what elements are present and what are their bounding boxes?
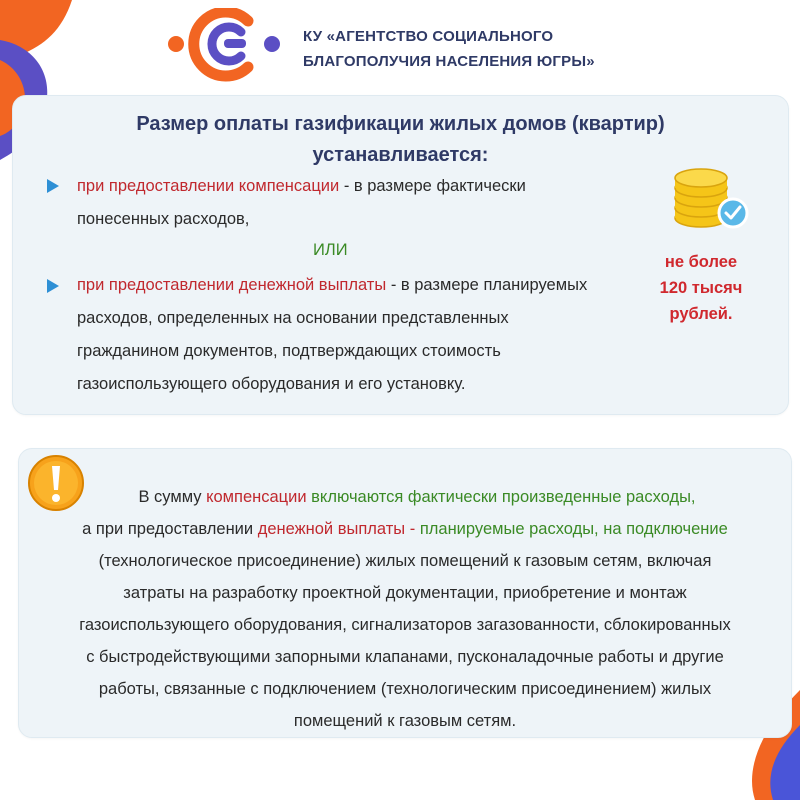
bullet2-prefix: при xyxy=(77,276,109,294)
limit-amount xyxy=(641,249,761,327)
bullet2-rest: - в размере планируемых xyxy=(386,276,588,294)
para-l5: газоиспользующего оборудования, сигнализаторов загазованности, сблокированных xyxy=(79,616,731,634)
header xyxy=(168,8,628,84)
limit-line-3: рублей. xyxy=(669,305,733,323)
para-l2c: - xyxy=(405,520,420,538)
para-l6: с быстродействующими запорными клапанами, пусконаладочные работы и другие xyxy=(86,648,724,666)
limit-line-1: не более xyxy=(664,253,738,271)
bullet1-prefix: при xyxy=(77,177,109,195)
expenses-paragraph xyxy=(19,481,791,737)
para-l1b: компенсации xyxy=(206,488,307,506)
para-l2d: планируемые расходы, на подключение xyxy=(419,520,728,538)
organization-name xyxy=(303,24,595,74)
title-line-2: устанавливается: xyxy=(312,144,489,166)
title-line-1: Размер оплаты газификации жилых домов (квартир) xyxy=(136,113,665,135)
para-l1a: В сумму xyxy=(138,488,207,506)
included-expenses-card xyxy=(18,448,792,738)
bullet2-line-4: газоиспользующего оборудования и его установку. xyxy=(77,375,466,393)
bullet1-rest: - в размере фактически xyxy=(339,177,526,195)
triangle-bullet-icon xyxy=(47,279,59,293)
org-line-2: БЛАГОПОЛУЧИЯ НАСЕЛЕНИЯ ЮГРЫ» xyxy=(303,53,595,70)
bullet1-line-2: понесенных расходов, xyxy=(77,210,250,228)
para-l2a: а при предоставлении xyxy=(82,520,258,538)
para-l3: (технологическое присоединение) жилых помещений к газовым сетям, включая xyxy=(98,552,712,570)
para-l7: работы, связанные с подключением (технологическим присоединением) жилых xyxy=(98,680,712,698)
or-separator: ИЛИ xyxy=(313,241,348,259)
bullet-cash-payment xyxy=(77,269,587,401)
bullet2-highlight: предоставлении денежной выплаты xyxy=(108,276,387,294)
para-l8: помещений к газовым сетям. xyxy=(293,712,517,730)
para-l4: затраты на разработку проектной документации, приобретение и монтаж xyxy=(123,584,687,602)
bullet1-highlight: предоставлении компенсации xyxy=(108,177,340,195)
bullet2-line-3: гражданином документов, подтверждающих стоимость xyxy=(77,342,501,360)
para-l2b: денежной выплаты xyxy=(257,520,406,538)
para-l1c: включаются фактически произведенные расходы, xyxy=(306,488,696,506)
coins-check-icon xyxy=(663,156,755,236)
triangle-bullet-icon xyxy=(47,179,59,193)
bullet-compensation xyxy=(77,170,526,236)
agency-logo-icon xyxy=(168,8,280,84)
bullet2-line-2: расходов, определенных на основании представленных xyxy=(77,309,509,327)
payment-size-card xyxy=(12,95,789,415)
limit-line-2: 120 тысяч xyxy=(659,279,743,297)
org-line-1: КУ «АГЕНТСТВО СОЦИАЛЬНОГО xyxy=(303,28,554,45)
